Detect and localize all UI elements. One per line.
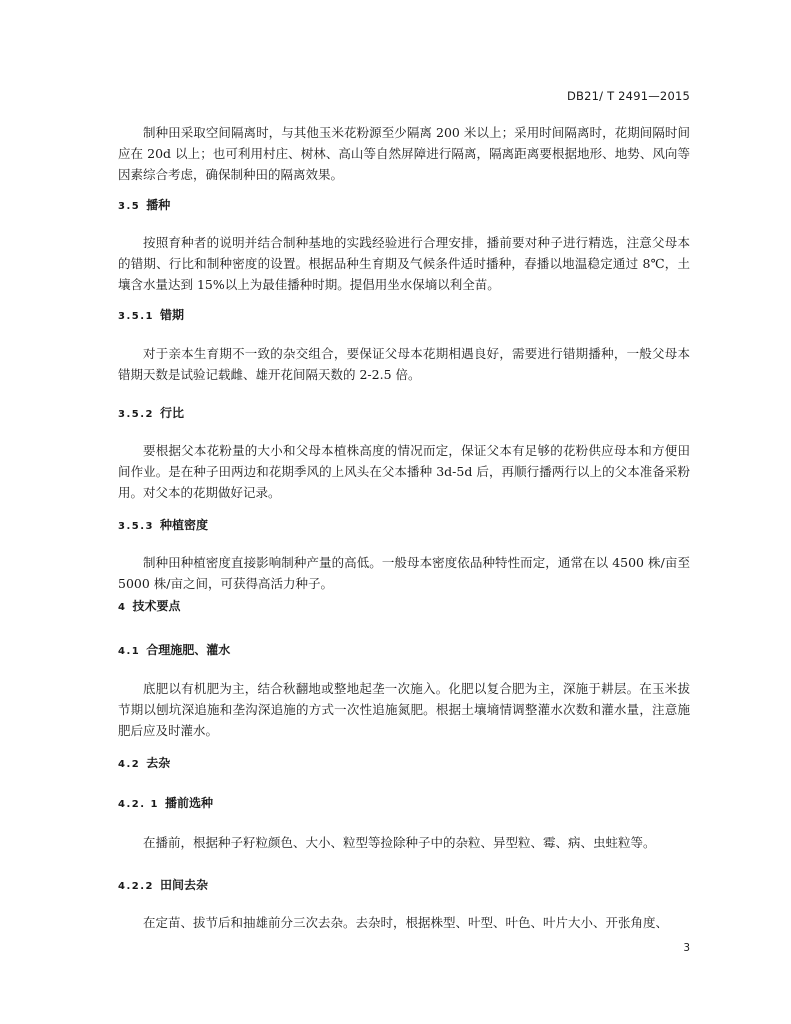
- heading-number: 3.5.2: [118, 409, 154, 420]
- heading-number: 3.5.1: [118, 311, 154, 322]
- paragraph-3-5-2: 要根据父本花粉量的大小和父母本植株高度的情况而定，保证父本有足够的花粉供应母本和方便田间作业。是在种子田两边和花期季风的上风头在父本播种 3d-5d 后，再顺行播两行以上的父本准备采粉用。对父本的花期做好记录。: [118, 443, 690, 500]
- heading-4: [118, 598, 180, 616]
- paragraph-4-2-2: 在定苗、拔节后和抽雄前分三次去杂。去杂时，根据株型、叶型、叶色、叶片大小、开张角度、: [143, 915, 669, 930]
- heading-number: 4.1: [118, 646, 141, 657]
- heading-3-5-3: [118, 517, 208, 535]
- heading-title: 田间去杂: [159, 878, 208, 892]
- paragraph-3-5-3: 制种田种植密度直接影响制种产量的高低。一般母本密度依品种特性而定，通常在以 4500 株/亩至 5000 株/亩之间，可获得高活力种子。: [118, 555, 690, 591]
- heading-number: 4.2. 1: [118, 799, 159, 810]
- heading-4-1: [118, 642, 230, 660]
- heading-number: 3.5: [118, 201, 141, 212]
- heading-3-5-2: [118, 405, 184, 423]
- paragraph-isolation: 制种田采取空间隔离时，与其他玉米花粉源至少隔离 200 米以上；采用时间隔离时，花期间隔时间应在 20d 以上；也可利用村庄、树林、高山等自然屏障进行隔离，隔离距离要根据地形、地势、风向等因素综合考虑，确保制种田的隔离效果。: [118, 125, 690, 182]
- heading-title: 去杂: [146, 756, 171, 770]
- heading-title: 种植密度: [159, 518, 208, 532]
- heading-4-2: [118, 755, 170, 773]
- heading-title: 行比: [159, 406, 184, 420]
- paragraph-4-1: 底肥以有机肥为主，结合秋翻地或整地起垄一次施入。化肥以复合肥为主，深施于耕层。在玉米拔节期以刨坑深追施和垄沟深追施的方式一次性追施氮肥。根据土壤墒情调整灌水次数和灌水量，注意施肥后应及时灌水。: [118, 681, 690, 738]
- paragraph-3-5-1: 对于亲本生育期不一致的杂交组合，要保证父母本花期相遇良好，需要进行错期播种，一般父母本错期天数是试验记载雌、雄开花间隔天数的 2-2.5 倍。: [118, 346, 690, 382]
- heading-title: 播种: [146, 198, 171, 212]
- paragraph-3-5: 按照育种者的说明并结合制种基地的实践经验进行合理安排，播前要对种子进行精选，注意父母本的错期、行比和制种密度的设置。根据品种生育期及气候条件适时播种，春播以地温稳定通过 8℃，土壤含水量达到 15%以上为最佳播种时期。提倡用坐水保墒以利全苗。: [118, 235, 690, 292]
- heading-number: 4: [118, 602, 127, 613]
- page-number: 3: [683, 942, 690, 954]
- heading-3-5-1: [118, 307, 184, 325]
- heading-title: 技术要点: [132, 599, 181, 613]
- heading-4-2-1: [118, 795, 213, 813]
- heading-number: 4.2: [118, 759, 141, 770]
- heading-title: 合理施肥、灌水: [146, 643, 231, 657]
- paragraph-4-2-1: 在播前，根据种子籽粒颜色、大小、粒型等捡除种子中的杂粒、异型粒、霉、病、虫蛀粒等。: [143, 835, 656, 850]
- heading-3-5: [118, 197, 170, 215]
- standard-code: DB21/ T 2491—2015: [566, 89, 690, 103]
- heading-title: 错期: [159, 308, 184, 322]
- heading-number: 3.5.3: [118, 521, 154, 532]
- heading-4-2-2: [118, 877, 208, 895]
- heading-number: 4.2.2: [118, 881, 154, 892]
- heading-title: 播前选种: [164, 796, 213, 810]
